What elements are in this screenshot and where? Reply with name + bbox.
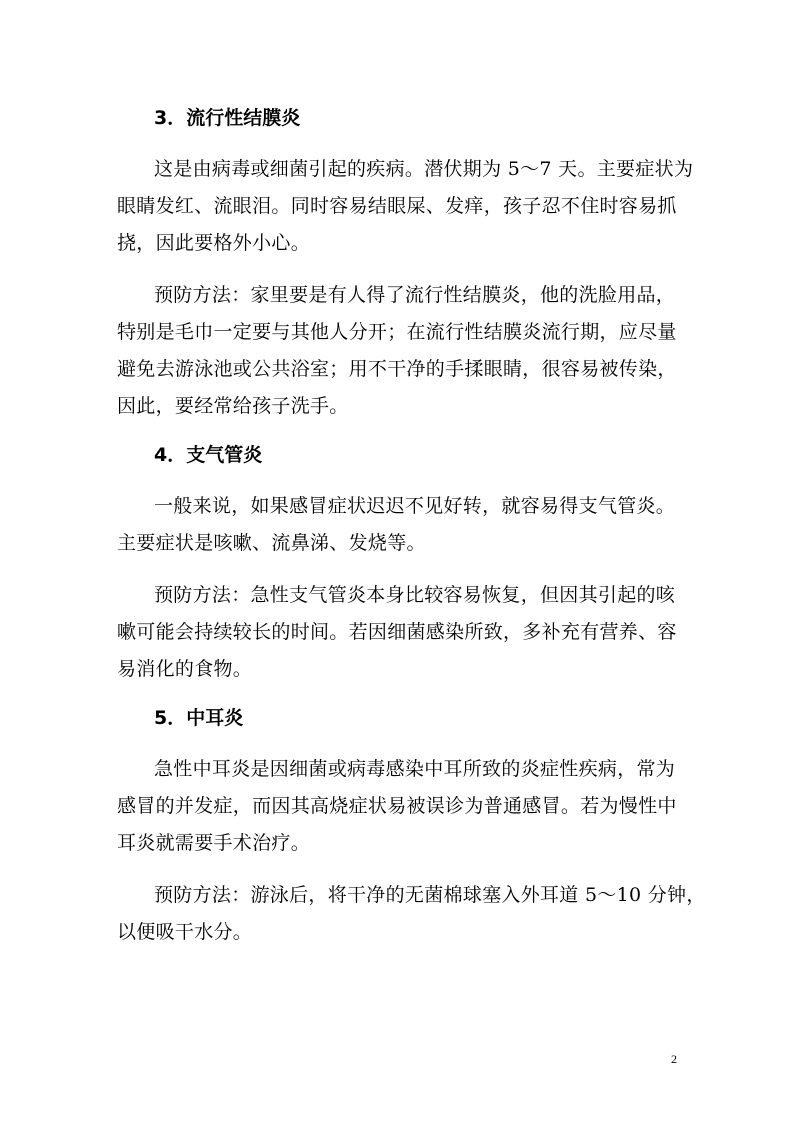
paragraph-prevention: 预防方法：急性支气管炎本身比较容易恢复，但因其引起的咳 嗽可能会持续较长的时间。若因细菌感染所致，多补充有营养、容 易消化的食物。 [117, 584, 677, 680]
paragraph-prevention: 预防方法：游泳后，将干净的无菌棉球塞入外耳道 5～10 分钟， 以便吸干水分。 [117, 884, 706, 943]
section-conjunctivitis [117, 103, 697, 425]
section-heading: 3．流行性结膜炎 [154, 107, 301, 129]
paragraph-description: 一般来说，如果感冒症状迟迟不见好转，就容易得支气管炎。 主要症状是咳嗽、流鼻涕、发烧等。 [117, 495, 676, 554]
paragraph-description: 急性中耳炎是因细菌或病毒感染中耳所致的炎症性疾病，常为 感冒的并发症，而因其高烧症状易被误诊为普通感冒。若为慢性中 耳炎就需要手术治疗。 [117, 758, 677, 854]
section-heading: 5．中耳炎 [154, 707, 244, 729]
section-otitis-media [117, 703, 706, 951]
page-number: 2 [671, 1052, 677, 1066]
paragraph-description: 这是由病毒或细菌引起的疾病。潜伏期为 5～7 天。主要症状为 眼睛发红、流眼泪。同时容易结眼屎、发痒，孩子忍不住时容易抓 挠，因此要格外小心。 [117, 158, 694, 254]
section-heading: 4．支气管炎 [154, 444, 263, 466]
document-body [117, 103, 706, 966]
section-bronchitis [117, 440, 697, 688]
paragraph-prevention: 预防方法：家里要是有人得了流行性结膜炎，他的洗脸用品， 特别是毛巾一定要与其他人分开；在流行性结膜炎流行期，应尽量 避免去游泳池或公共浴室；用不干净的手揉眼睛，很容易被传染， 因此，要经常给孩子洗手。 [117, 284, 677, 417]
